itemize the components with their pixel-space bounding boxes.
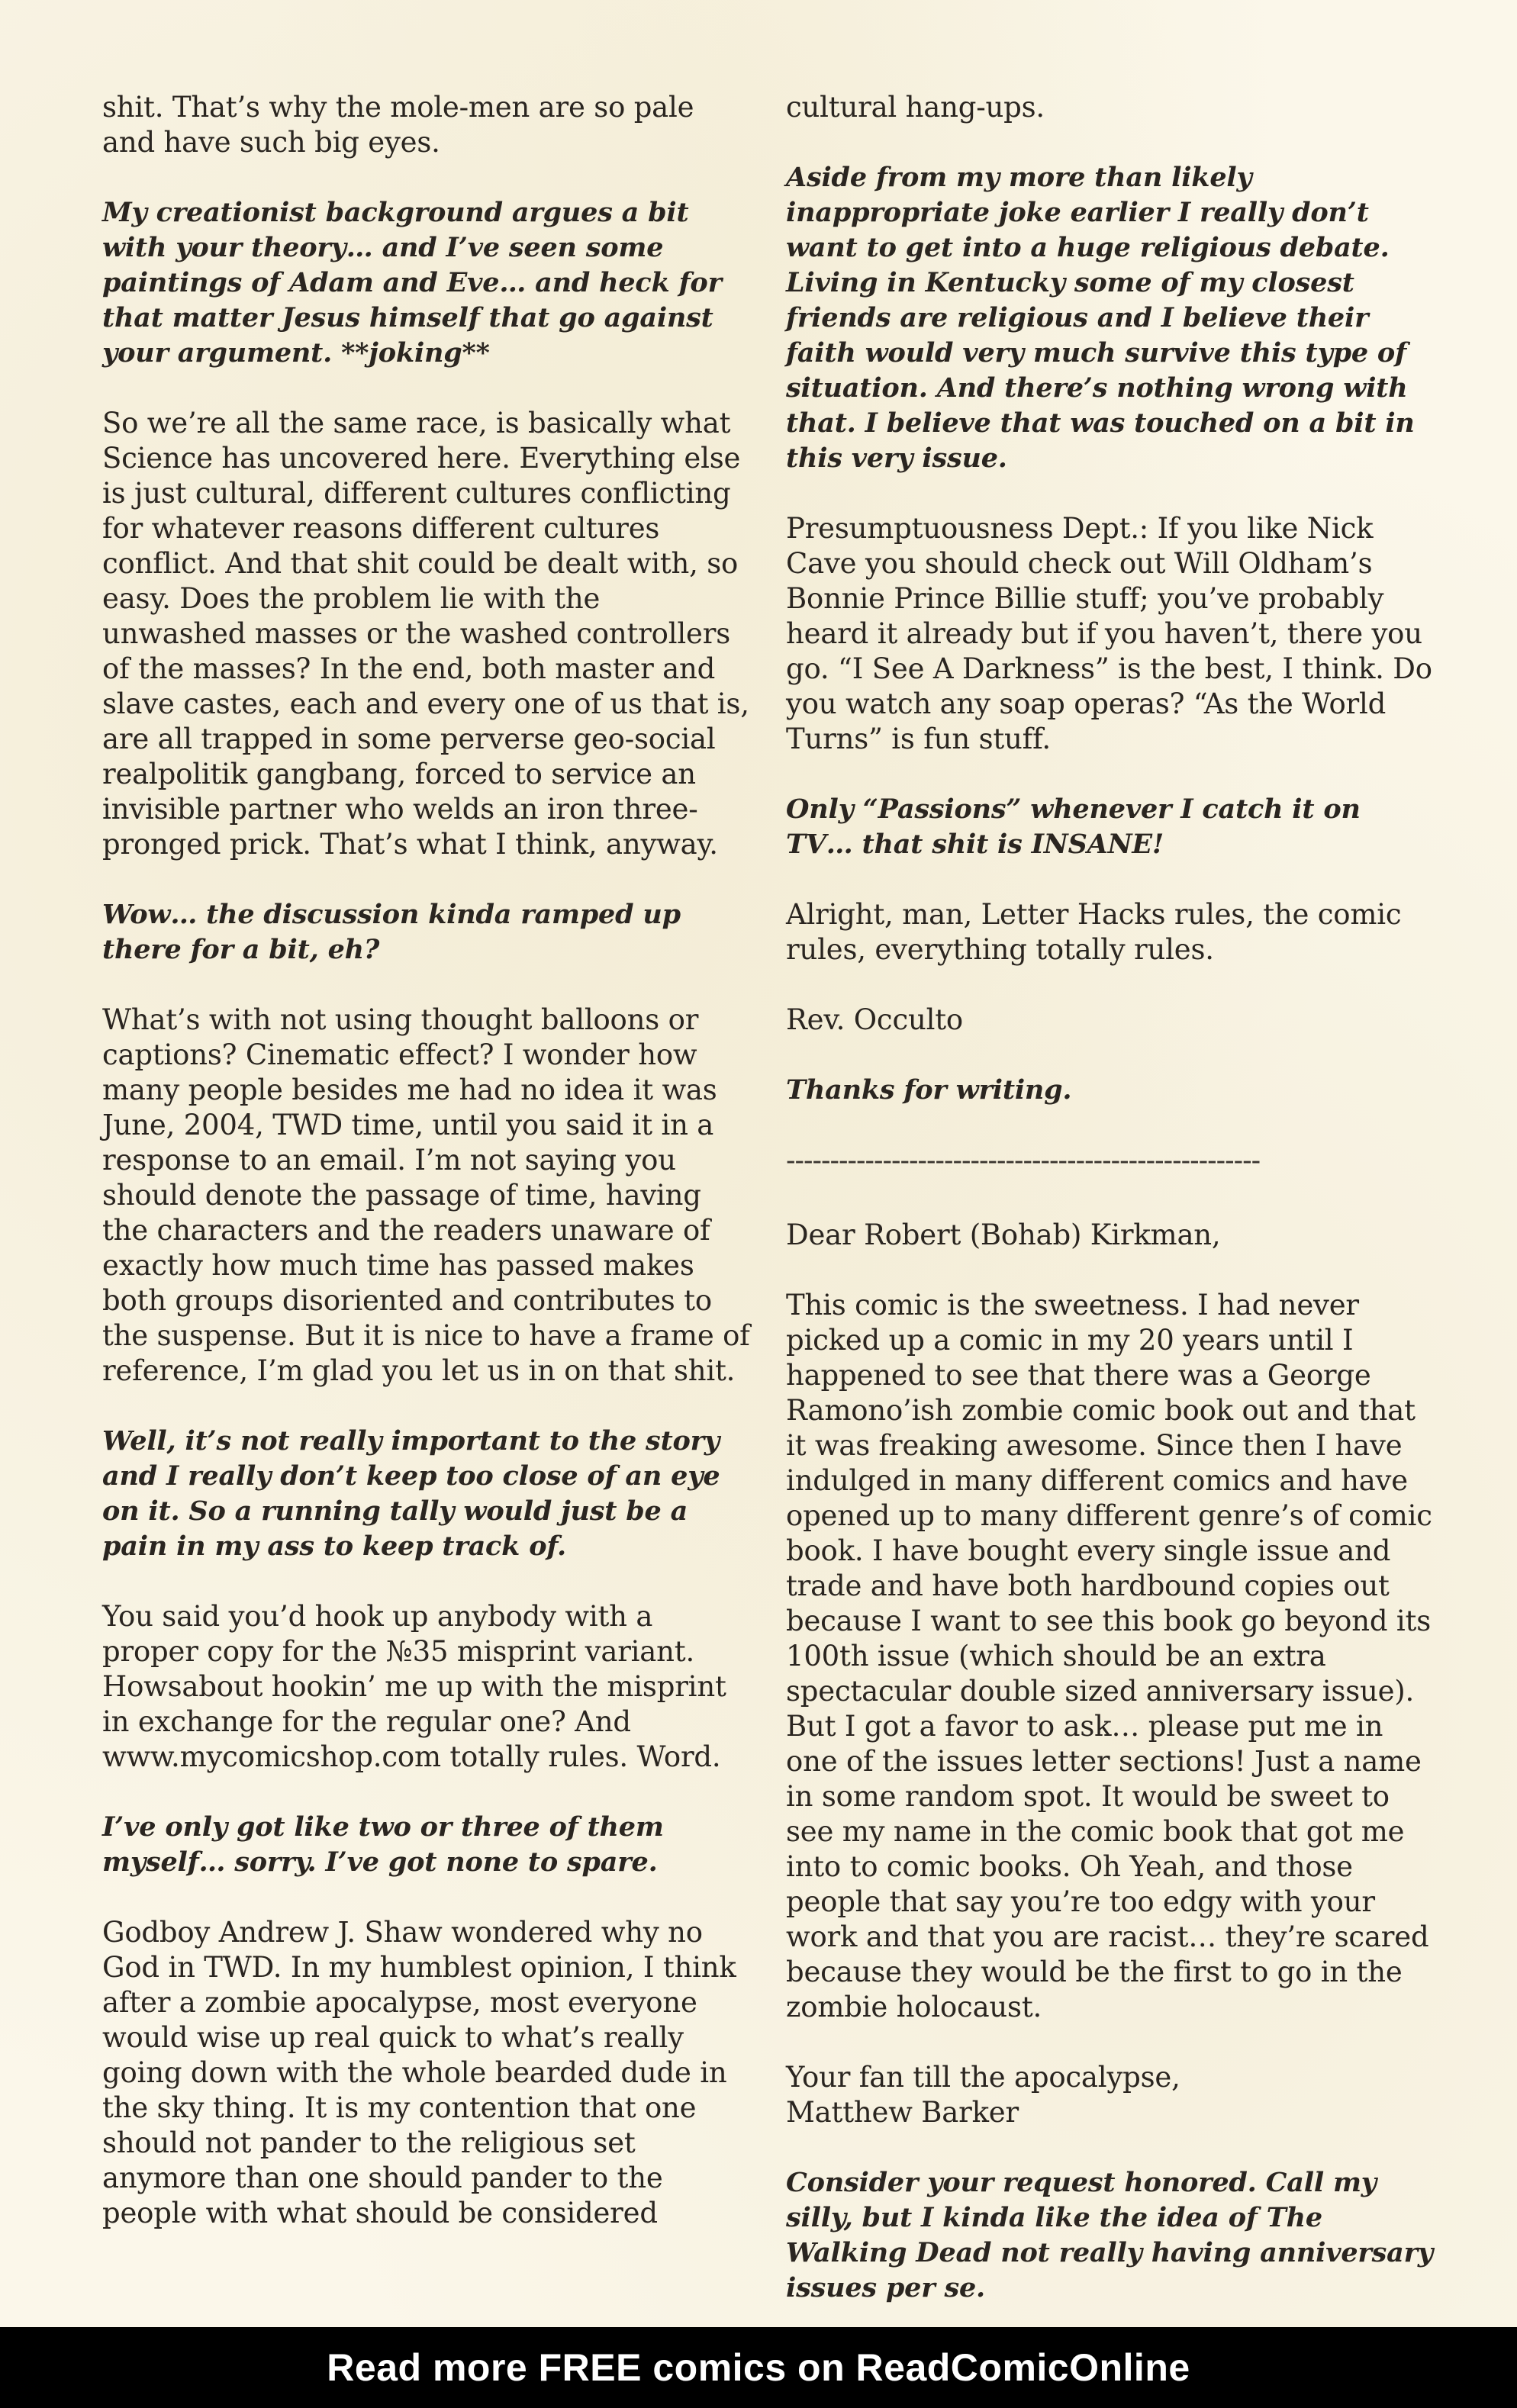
section-divider: ------------------------------------------------------ — [786, 1144, 1261, 1177]
footer-banner[interactable] — [0, 2327, 1517, 2408]
letter-paragraph: shit. That’s why the mole-men are so pale and have such big eyes. — [102, 91, 694, 159]
letter-closing: Your fan till the apocalypse, — [786, 2061, 1180, 2094]
editor-reply: Wow… the discussion kinda ramped up there for a bit, eh? — [102, 899, 681, 965]
editor-reply: Thanks for writing. — [786, 1074, 1072, 1106]
editor-reply: Aside from my more than likely inappropriate joke earlier I really don’t want to get into a huge religious debate. Living in Kentucky some of my closest friends are religious and I believe their faith would very much survive this type of situation. And there’s nothing wrong with that. I believe that was touched on a bit in this very issue. — [786, 162, 1415, 474]
letter-paragraph: Alright, man, Letter Hacks rules, the comic rules, everything totally rules. — [786, 898, 1402, 966]
left-column — [102, 90, 751, 2266]
letter-paragraph: You said you’d hook up anybody with a proper copy for the №35 misprint variant. Howsabout hookin’ me up with the misprint in exchange for the regular one? And www.mycomicshop.com totally rules. Word. — [102, 1600, 726, 1773]
right-column — [786, 90, 1435, 2341]
letter-paragraph: What’s with not using thought balloons or captions? Cinematic effect? I wonder how many people besides me had no idea it was June, 2004, TWD time, until you said it in a response to an email. I’m not saying you should denote the passage of time, having the characters and the readers unaware of exactly how much time has passed makes both groups disoriented and contributes to the suspense. But it is nice to have a frame of reference, I’m glad you let us in on that shit. — [102, 1003, 750, 1387]
letter-paragraph: Presumptuousness Dept.: If you like Nick Cave you should check out Will Oldham’s Bonnie Prince Billie stuff; you’ve probably heard it already but if you haven’t, there you go. “I See A Darkness” is the best, I think. Do you watch any soap operas? “As the World Turns” is fun stuff. — [786, 512, 1432, 755]
footer-banner-text[interactable]: Read more FREE comics on ReadComicOnline — [327, 2346, 1190, 2389]
letter-salutation: Dear Robert (Bohab) Kirkman, — [786, 1218, 1221, 1251]
letter-signature: Rev. Occulto — [786, 1003, 963, 1036]
letter-paragraph: This comic is the sweetness. I had never picked up a comic in my 20 years until I happened to see that there was a George Ramono’ish zombie comic book out and that it was freaking awesome. Since then I have indulged in many different comics and have opened up to many different genre’s of comic book. I have bought every single issue and trade and have both hardbound copies out because I want to see this book go beyond its 100th issue (which should be an extra spectacular double sized anniversary issue). But I got a favor to ask… please put me in one of the issues letter sections! Just a name in some random spot. It would be sweet to see my name in the comic book that got me into to comic books. Oh Yeah, and those people that say you’re too edgy with your work and that you are racist… they’re scared because they would be the first to go in the zombie holocaust. — [786, 1289, 1432, 2023]
editor-reply: My creationist background argues a bit with your theory… and I’ve seen some paintings of Adam and Eve… and heck for that matter Jesus himself that go against your argument. **joking** — [102, 197, 722, 369]
letter-paragraph: Godboy Andrew J. Shaw wondered why no God in TWD. In my humblest opinion, I think after a zombie apocalypse, most everyone would wise up real quick to what’s really going down with the whole bearded dude in the sky thing. It is my contention that one should not pander to the religious set anymore than one should pander to the people with what should be considered — [102, 1916, 736, 2229]
letter-paragraph: So we’re all the same race, is basically what Science has uncovered here. Everything else is just cultural, different cultures conflicting for whatever reasons different cultures conflict. And that shit could be dealt with, so easy. Does the problem lie with the unwashed masses or the washed controllers of the masses? In the end, both master and slave castes, each and every one of us that is, are all trapped in some perverse geo-social realpolitik gangbang, forced to service an invisible partner who welds an iron three-pronged prick. That’s what I think, anyway. — [102, 407, 749, 861]
letter-signature: Matthew Barker — [786, 2096, 1019, 2129]
editor-reply: Well, it’s not really important to the story and I really don’t keep too close of an eye on it. So a running tally would just be a pain in my ass to keep track of. — [102, 1425, 720, 1562]
editor-reply: I’ve only got like two or three of them myself… sorry. I’ve got none to spare. — [102, 1811, 664, 1878]
letter-paragraph: cultural hang-ups. — [786, 91, 1045, 124]
editor-reply: Consider your request honored. Call my silly, but I kinda like the idea of The Walking Dead not really having anniversary issues per se. — [786, 2167, 1434, 2303]
editor-reply: Only “Passions” whenever I catch it on TV… that shit is INSANE! — [786, 794, 1361, 860]
